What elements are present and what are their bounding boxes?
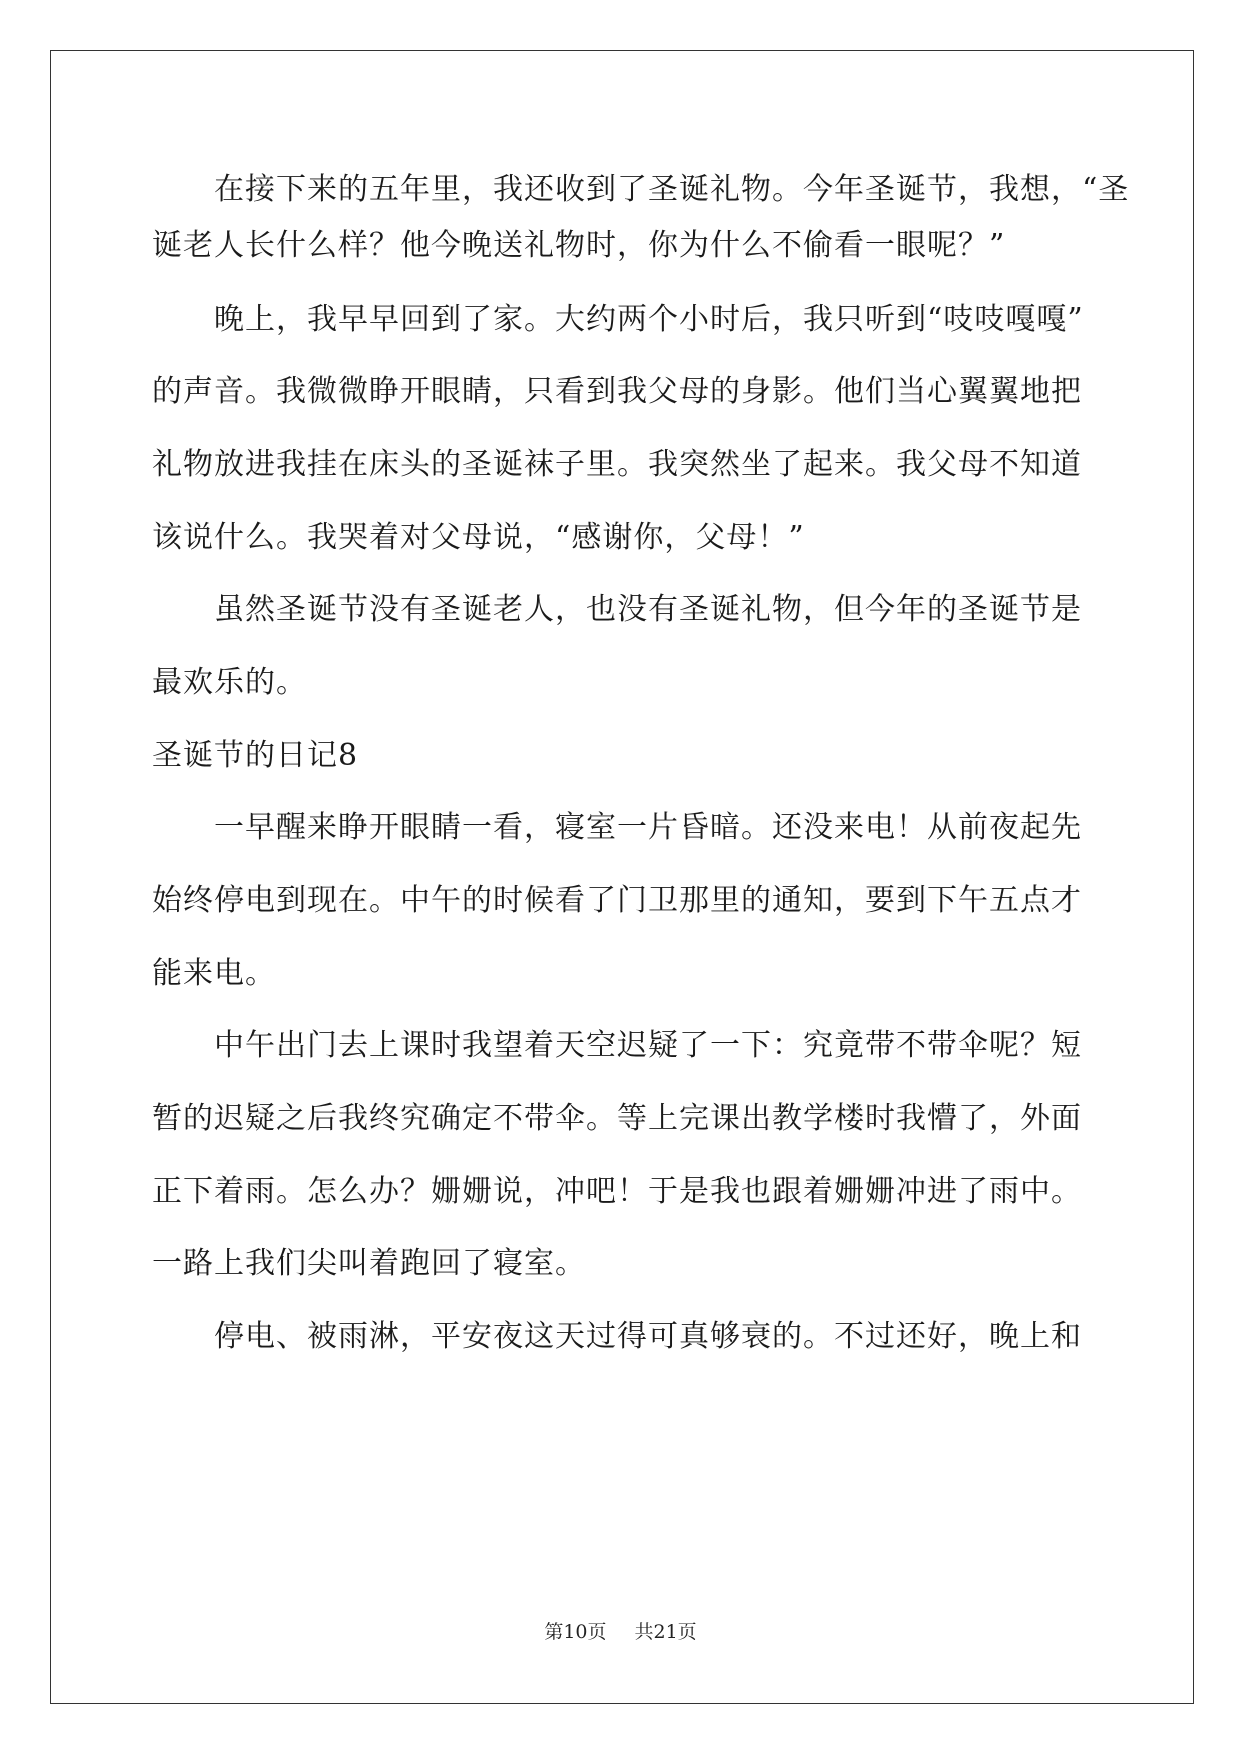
text-line: 晚上，我早早回到了家。大约两个小时后，我只听到“吱吱嘎嘎”	[214, 302, 1084, 337]
text-line: 始终停电到现在。中午的时候看了门卫那里的通知，要到下午五点才	[152, 883, 1082, 918]
page-footer	[0, 1620, 1241, 1644]
page-total: 共21页	[634, 1621, 697, 1643]
text-line: 诞老人长什么样？他今晚送礼物时，你为什么不偷看一眼呢？”	[152, 228, 1006, 263]
text-line: 一早醒来睁开眼睛一看，寝室一片昏暗。还没来电！从前夜起先	[214, 810, 1082, 845]
text-line: 中午出门去上课时我望着天空迟疑了一下：究竟带不带伞呢？短	[214, 1028, 1082, 1063]
text-line: 能来电。	[152, 956, 276, 991]
text-line: 最欢乐的。	[152, 665, 307, 700]
text-line: 正下着雨。怎么办？姗姗说，冲吧！于是我也跟着姗姗冲进了雨中。	[152, 1174, 1082, 1209]
text-line: 礼物放进我挂在床头的圣诞袜子里。我突然坐了起来。我父母不知道	[152, 447, 1082, 482]
text-line: 在接下来的五年里，我还收到了圣诞礼物。今年圣诞节，我想，“圣	[214, 172, 1130, 207]
text-line: 停电、被雨淋，平安夜这天过得可真够衰的。不过还好，晚上和	[214, 1319, 1082, 1354]
text-line: 虽然圣诞节没有圣诞老人，也没有圣诞礼物，但今年的圣诞节是	[214, 592, 1082, 627]
text-line: 的声音。我微微睁开眼睛，只看到我父母的身影。他们当心翼翼地把	[152, 374, 1082, 409]
text-line: 暂的迟疑之后我终究确定不带伞。等上完课出教学楼时我懵了，外面	[152, 1101, 1082, 1136]
page-border	[50, 50, 1194, 1704]
text-line: 该说什么。我哭着对父母说，“感谢你，父母！”	[152, 520, 805, 555]
page-number: 第10页	[544, 1621, 607, 1643]
text-line: 一路上我们尖叫着跑回了寝室。	[152, 1246, 586, 1281]
section-heading: 圣诞节的日记8	[152, 738, 359, 773]
